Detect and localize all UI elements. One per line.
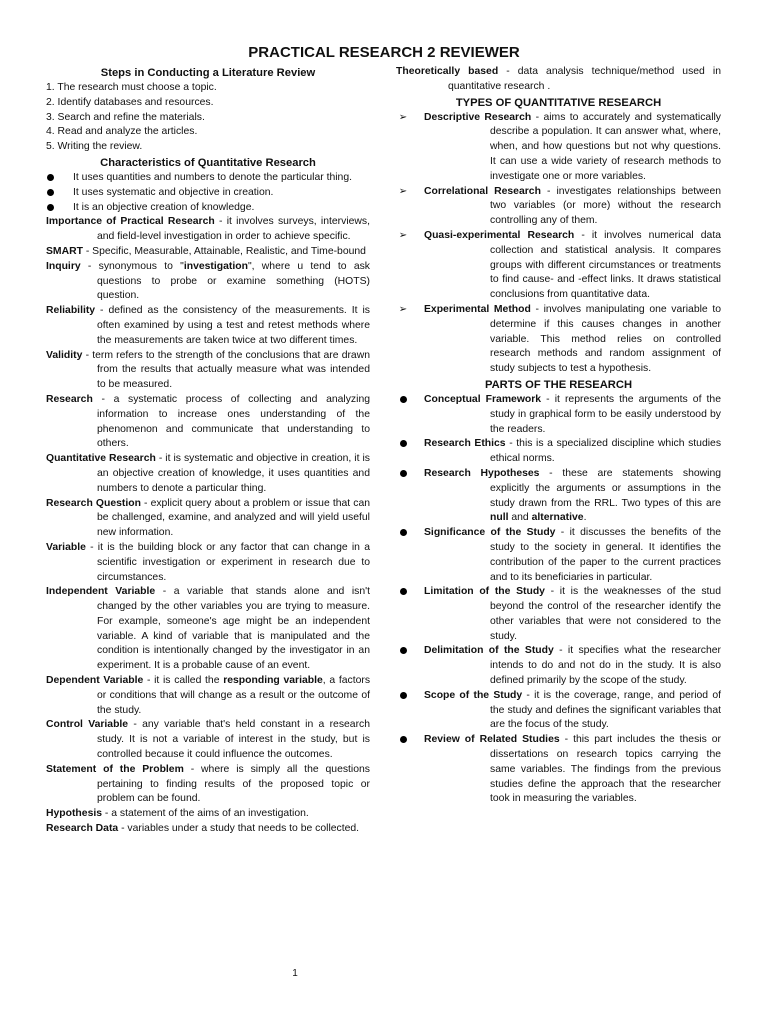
part-limitation: Limitation of the Study - it is the weaknesses of the stud beyond the control of the researcher identify the other variables that were not considered to the study. — [396, 585, 721, 644]
arrow-bullet-icon: ➢ — [398, 303, 408, 315]
list-item: 4. Read and analyze the articles. — [46, 126, 198, 138]
arrow-bullet-icon: ➢ — [398, 229, 408, 241]
bullet-icon — [400, 440, 407, 447]
types-heading: TYPES OF QUANTITATIVE RESEARCH — [455, 96, 662, 109]
bullet-icon — [400, 529, 407, 536]
bullet-icon — [400, 396, 407, 403]
part-review-related-studies: Review of Related Studies - this part includes the thesis or dissertations on research topics carrying the same variables. The findings from the previous studies define the approach that the researcher took in measuring the variables. — [396, 733, 721, 807]
type-correlational: ➢ Correlational Research - investigates relationships between two variables (or more) without the research controlling any of them. — [398, 185, 722, 227]
type-experimental: ➢ Experimental Method - involves manipulating one variable to determine if this causes changes in another variable. This method relies on controlled research methods and random assignment of study subjects to test a hypothesis. — [398, 303, 721, 375]
page-title: PRACTICAL RESEARCH 2 REVIEWER — [248, 44, 520, 61]
part-significance: Significance of the Study - it discusses the benefits of the study to the society in general. It identifies the contribution of the paper to the current practices and to its beneficiaries in particular. — [396, 526, 721, 585]
definition-research-question: Research Question - explicit query about a problem or issue that can be challenged, examine, and analyzed and will yield useful new information. — [46, 497, 371, 539]
part-delimitation: Delimitation of the Study - it specifies what the researcher intends to do and not do in the study. It is also defined primarily by the scope of the study. — [396, 644, 721, 688]
arrow-bullet-icon: ➢ — [398, 185, 408, 197]
bullet-icon — [400, 692, 407, 699]
definition-research-data: Research Data - variables under a study that needs to be collected. — [46, 823, 360, 835]
bullet-icon — [400, 647, 407, 654]
list-item: 1. The research must choose a topic. — [46, 82, 217, 93]
definition-independent-variable: Independent Variable - a variable that stands alone and isn't changed by the other variables you are trying to measure. For example, someone's age might be an independent variable. A kind of variable that is manipulated and the condition is intentionally changed by the investigator in an experiment. It is a probable cause of an event. — [46, 586, 370, 672]
list-item: 5. Writing the review. — [46, 141, 143, 153]
part-conceptual-framework: Conceptual Framework - it represents the arguments of the study in graphical form to be easily understood by the readers. — [396, 393, 721, 437]
list-item: 2. Identify databases and resources. — [46, 96, 214, 108]
definition-hypothesis: Hypothesis - a statement of the aims of an investigation. — [46, 808, 309, 820]
parts-heading: PARTS OF THE RESEARCH — [484, 378, 633, 391]
definition-quantitative-research: Quantitative Research - it is systematic and objective in creation, it is an objective creation of knowledge, it uses quantities and numbers to denote a particular thing. — [46, 453, 370, 494]
list-item: 3. Search and refine the materials. — [46, 111, 205, 123]
list-item: It is an objective creation of knowledge. — [46, 201, 370, 216]
list-item: It uses systematic and objective in creation. — [46, 186, 370, 201]
definition-inquiry: Inquiry - synonymous to "investigation", where u tend to ask questions to probe or examine something (HOTS) question. — [46, 260, 370, 302]
definition-control-variable: Control Variable - any variable that's held constant in a research study. It is not a variable of interest in the study, but is controlled because it could influence the outcomes. — [46, 719, 371, 761]
bullet-icon — [400, 588, 407, 595]
definition-smart: SMART - Specific, Measurable, Attainable, Realistic, and Time-bound — [46, 245, 366, 257]
part-scope: Scope of the Study - it is the coverage, range, and period of the study and defines the significant variables that are the focus of the study. — [396, 689, 721, 733]
definition-variable: Variable - it is the building block or any factor that can change in a scientific investigation or experiment in research due to circumstances. — [46, 541, 370, 583]
definition-research: Research - a systematic process of collecting and analyzing information to increase ones understanding of the phenomenon and communicate that understanding to others. — [46, 393, 370, 450]
definition-dependent-variable: Dependent Variable - it is called the responding variable, a factors or conditions that will change as a result or the outcome of the study. — [46, 675, 371, 716]
left-column — [46, 65, 370, 837]
definition-importance: Importance of Practical Research - it involves surveys, interviews, and field-level investigation in order to achieve specific. — [46, 216, 370, 243]
part-research-ethics: Research Ethics - this is a specialized discipline which studies ethical norms. — [396, 437, 721, 467]
steps-heading: Steps in Conducting a Literature Review — [100, 67, 316, 79]
definition-validity: Validity - term refers to the strength of the conclusions that are drawn from the results that actually measure what was intended to be measured. — [46, 349, 370, 391]
bullet-icon — [47, 174, 54, 181]
page-number: 1 — [292, 968, 298, 979]
part-research-hypotheses: Research Hypotheses - these are statements showing explicitly the arguments or assumptions in the study drawn from the RRL. Two types of this are null and alternative. — [396, 467, 721, 526]
list-item: It uses quantities and numbers to denote the particular thing. — [46, 171, 370, 186]
characteristics-heading: Characteristics of Quantitative Research — [100, 156, 316, 169]
bullet-icon — [47, 189, 54, 196]
definition-theoretically-based: Theoretically based - data analysis technique/method used in quantitative research . — [396, 66, 721, 92]
type-descriptive: ➢ Descriptive Research - aims to accurately and systematically describe a population. It can answer what, where, when, and how questions but not why questions. It can use a wide variety of research methods to investigate one or more variables. — [398, 111, 722, 182]
bullet-icon — [400, 470, 407, 477]
definition-reliability: Reliability - defined as the consistency of the measurements. It is often examined by using a test and retest methods where the measurements are taken twice at two different times. — [46, 305, 370, 346]
steps-list — [46, 81, 370, 155]
right-column — [396, 65, 721, 807]
type-quasi-experimental: ➢ Quasi-experimental Research - it involves numerical data collection and statistical analysis. It compares groups with different circumstances or treatments to find cause- and -effect links. It draws statistical conclusions from quantitative data. — [398, 229, 721, 301]
definition-statement-of-problem: Statement of the Problem - where is simply all the questions pertaining to finding results of the proposed topic or problem can be found. — [46, 763, 370, 805]
bullet-icon — [47, 204, 54, 211]
bullet-icon — [400, 736, 407, 743]
arrow-bullet-icon: ➢ — [398, 111, 408, 123]
